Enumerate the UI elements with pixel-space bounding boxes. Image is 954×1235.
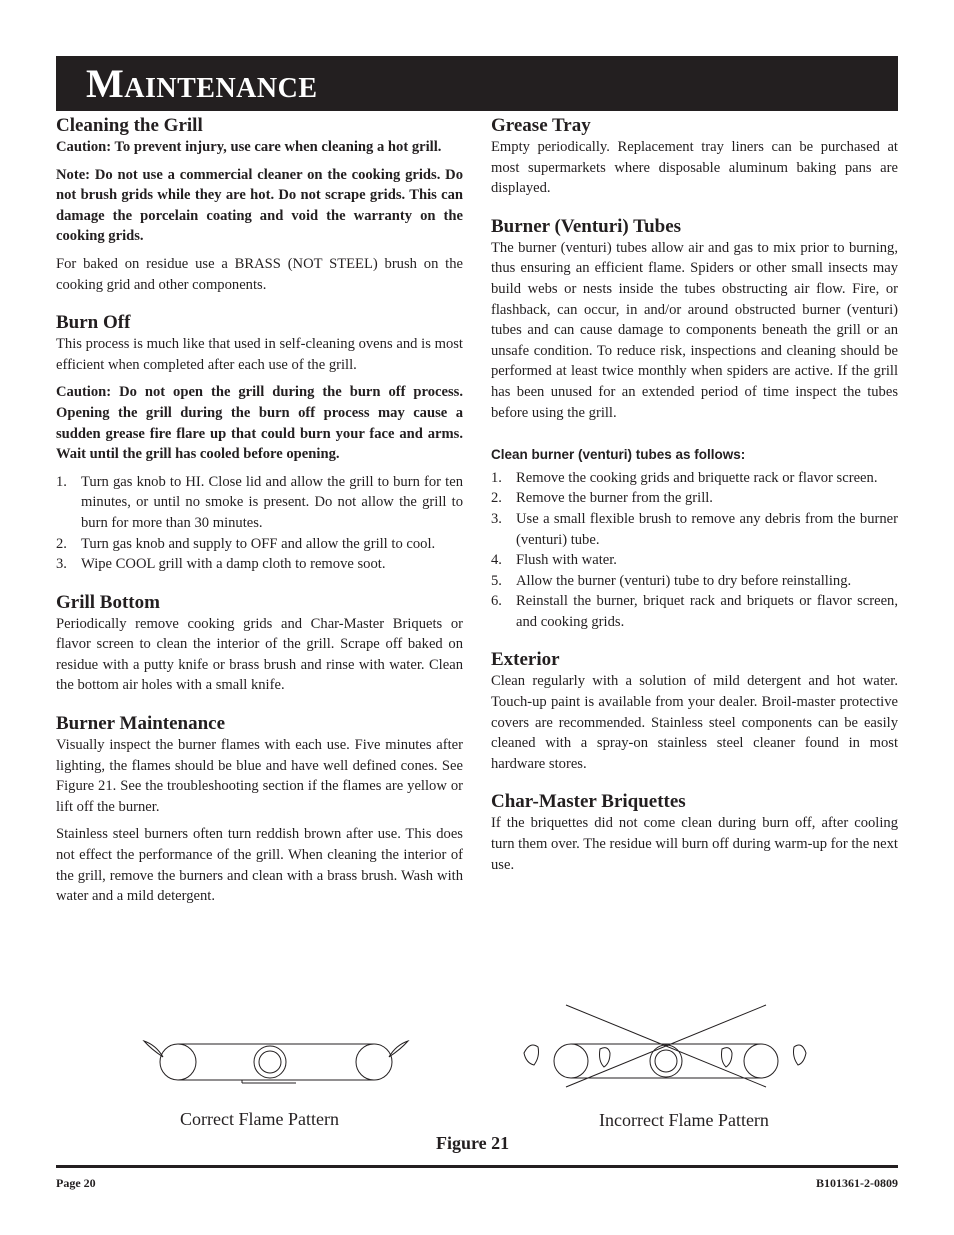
list-item	[56, 534, 463, 555]
list-item	[491, 550, 898, 571]
figure-21	[56, 995, 898, 1165]
list-number: 3.	[56, 556, 67, 573]
list-number: 6.	[491, 593, 502, 610]
list-item	[56, 554, 463, 575]
list-number: 5.	[491, 572, 502, 589]
burner-maintenance-heading: Burner Maintenance	[56, 713, 226, 735]
list-text: Flush with water.	[516, 552, 617, 569]
list-text: Turn gas knob to HI. Close lid and allow the grill to burn for ten minutes, or until no smoke is present. Do not allow the grill to burn for more than 30 minutes.	[81, 473, 463, 531]
right-column	[491, 115, 898, 882]
list-item	[491, 468, 898, 489]
burner-maintenance-p2: Stainless steel burners often turn reddish brown after use. This does not effect the performance of the grill. When cleaning the interior of the grill, remove the burners and clean with a brass brush. Wash with water and a mild detergent.	[56, 826, 463, 905]
list-item	[491, 571, 898, 592]
list-number: 2.	[56, 535, 67, 552]
page-number: Page 20	[56, 1176, 96, 1190]
grill-bottom-heading: Grill Bottom	[56, 591, 160, 613]
list-text: Reinstall the burner, briquet rack and briquets or flavor screen, and cooking grids.	[516, 593, 898, 630]
briquettes-heading: Char-Master Briquettes	[491, 791, 686, 813]
cleaning-heading: Cleaning the Grill	[56, 115, 203, 136]
venturi-body: The burner (venturi) tubes allow air and gas to mix prior to burning, thus ensuring an efficient flame. Spiders or other small insects may build webs or nests inside the tubes obstructing air flow. Fire, or flashback, can occur, in and/or around obstructed burner (venturi) tubes and can cause damage to components beneath the grill or an unsafe condition. To reduce risk, inspections and cleaning should be performed at least twice monthly when spiders are active. If the grill has been unused for an extended period of time inspect the tubes before using the grill.	[491, 239, 898, 421]
list-text: Allow the burner (venturi) tube to dry before reinstalling.	[516, 572, 852, 589]
figure-label: Figure 21	[436, 1133, 510, 1153]
header-banner	[56, 56, 898, 111]
grease-tray-body: Empty periodically. Replacement tray liners can be purchased at most supermarkets where disposable aluminum baking pans are displayed.	[491, 139, 898, 197]
burner-maintenance-p1: Visually inspect the burner flames with each use. Five minutes after lighting, the flames should be blue and have well defined cones. See Figure 21. See the troubleshooting section if the flames are yellow or lift off the burner.	[56, 737, 463, 815]
grill-bottom-body: Periodically remove cooking grids and Char-Master Briquets or flavor screen to clean the interior of the grill. Scrape off baked on residue with a putty knife or brass brush and rinse with water. Clean the bottom air holes with a small knife.	[56, 615, 463, 694]
list-item	[491, 509, 898, 550]
venturi-steps	[491, 468, 898, 633]
exterior-heading: Exterior	[491, 649, 560, 671]
list-number: 3.	[491, 510, 502, 527]
list-number: 1.	[491, 469, 502, 486]
list-item	[56, 472, 463, 534]
list-text: Use a small flexible brush to remove any debris from the burner (venturi) tube.	[516, 510, 898, 548]
list-text: Remove the burner from the grill.	[516, 490, 713, 507]
correct-flame-illustration	[136, 1035, 416, 1085]
burnoff-steps	[56, 472, 463, 575]
list-item	[491, 488, 898, 509]
burnoff-heading: Burn Off	[56, 312, 131, 334]
list-text: Turn gas knob and supply to OFF and allow the grill to cool.	[81, 535, 436, 552]
venturi-subhead: Clean burner (venturi) tubes as follows:	[491, 447, 746, 463]
briquettes-body: If the briquettes did not come clean during burn off, after cooling turn them over. The residue will burn off during warm-up for the next use.	[491, 815, 898, 873]
left-column	[56, 115, 463, 914]
cleaning-caution: Caution: To prevent injury, use care when cleaning a hot grill.	[56, 139, 442, 155]
cleaning-note: Note: Do not use a commercial cleaner on the cooking grids. Do not brush grids while they are hot. Do not scrape grids. This can damage the porcelain coating and void the warranty on the cooking grids.	[56, 166, 463, 245]
correct-flame-caption: Correct Flame Pattern	[180, 1109, 339, 1129]
footer-rule	[56, 1165, 898, 1168]
incorrect-flame-illustration	[516, 1001, 816, 1091]
burnoff-caution: Caution: Do not open the grill during the burn off process. Opening the grill during the burn off process may cause a sudden grease fire flare up that could burn your face and arms. Wait until the grill has cooled before opening.	[56, 384, 463, 463]
list-item	[491, 591, 898, 632]
cleaning-body: For baked on residue use a BRASS (NOT STEEL) brush on the cooking grid and other components.	[56, 255, 463, 293]
page-title: Maintenance	[86, 61, 318, 106]
list-number: 4.	[491, 552, 502, 569]
list-number: 2.	[491, 490, 502, 507]
list-text: Wipe COOL grill with a damp cloth to remove soot.	[81, 556, 386, 573]
list-text: Remove the cooking grids and briquette rack or flavor screen.	[516, 469, 878, 486]
document-code: B101361-2-0809	[816, 1176, 898, 1190]
exterior-body: Clean regularly with a solution of mild detergent and hot water. Touch-up paint is available from your dealer. Broil-master protective covers are recommended. Stainless steel components can be easily cleaned with a spray-on stainless steel cleaner found in most hardware stores.	[491, 673, 898, 772]
burnoff-body: This process is much like that used in self-cleaning ovens and is most efficient when completed after each use of the grill.	[56, 336, 463, 373]
venturi-heading: Burner (Venturi) Tubes	[491, 215, 682, 237]
grease-tray-heading: Grease Tray	[491, 115, 591, 136]
list-number: 1.	[56, 473, 67, 490]
incorrect-flame-caption: Incorrect Flame Pattern	[599, 1110, 769, 1130]
